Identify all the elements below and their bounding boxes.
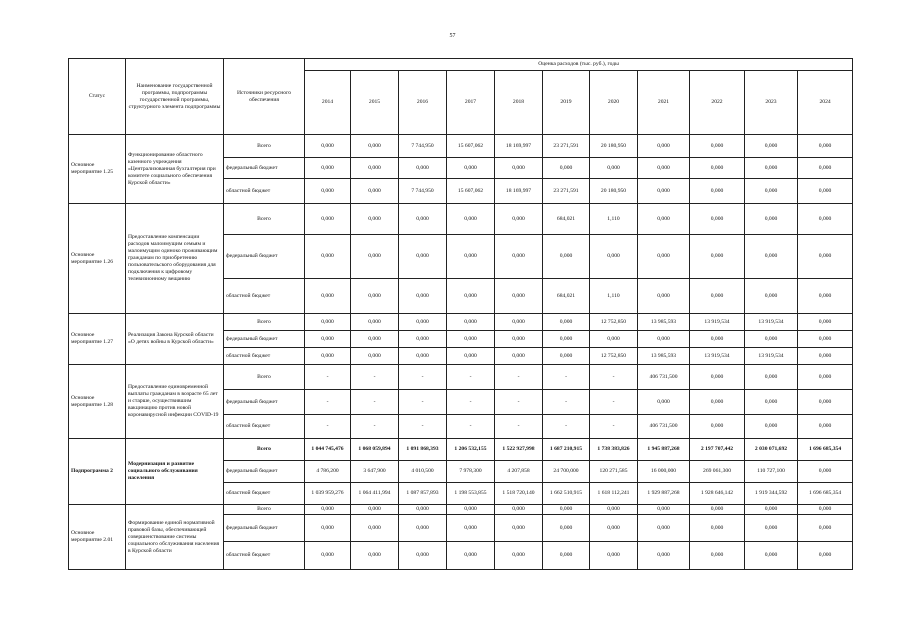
value-cell: 0,000 xyxy=(305,314,351,331)
value-cell: 0,000 xyxy=(798,542,853,570)
value-cell: 0,000 xyxy=(305,279,351,314)
value-cell: 0,000 xyxy=(305,204,351,235)
value-cell: 0,000 xyxy=(305,542,351,570)
value-cell: 0,000 xyxy=(543,235,590,279)
value-cell: 0,000 xyxy=(447,314,495,331)
value-cell: 0,000 xyxy=(638,135,690,158)
value-cell: 0,000 xyxy=(638,390,690,415)
value-cell: 7 744,950 xyxy=(399,135,447,158)
value-cell: 0,000 xyxy=(638,235,690,279)
value-cell: 0,000 xyxy=(745,204,798,235)
header-source: Источники ресурсного обеспечения xyxy=(224,59,305,135)
value-cell: 18 169,997 xyxy=(495,179,543,204)
value-cell: 0,000 xyxy=(690,515,745,542)
value-cell: 1,110 xyxy=(590,204,638,235)
source-cell: федеральный бюджет xyxy=(224,235,305,279)
value-cell: 0,000 xyxy=(447,204,495,235)
value-cell: 12 752,850 xyxy=(590,314,638,331)
source-cell: областной бюджет xyxy=(224,415,305,439)
value-cell: 20 180,950 xyxy=(590,135,638,158)
value-cell: 0,000 xyxy=(745,331,798,348)
value-cell: - xyxy=(399,390,447,415)
value-cell: 0,000 xyxy=(543,331,590,348)
value-cell: 0,000 xyxy=(351,204,399,235)
value-cell: 0,000 xyxy=(745,505,798,515)
value-cell: 0,000 xyxy=(745,279,798,314)
value-cell: - xyxy=(495,390,543,415)
value-cell: 0,000 xyxy=(495,505,543,515)
value-cell: 1 696 685,354 xyxy=(798,439,853,461)
status-cell: Основное мероприятие 1.28 xyxy=(69,365,126,439)
value-cell: 0,000 xyxy=(745,515,798,542)
value-cell: 0,000 xyxy=(798,415,853,439)
value-cell: 0,000 xyxy=(590,331,638,348)
value-cell: - xyxy=(447,390,495,415)
value-cell: 3 647,900 xyxy=(351,461,399,483)
value-cell: - xyxy=(495,365,543,390)
value-cell: 0,000 xyxy=(638,204,690,235)
value-cell: 0,000 xyxy=(399,348,447,365)
value-cell: 1 522 927,998 xyxy=(495,439,543,461)
value-cell: 0,000 xyxy=(447,331,495,348)
value-cell: 120 271,585 xyxy=(590,461,638,483)
table-row xyxy=(69,204,853,235)
value-cell: 0,000 xyxy=(495,348,543,365)
value-cell: 0,000 xyxy=(798,365,853,390)
value-cell: 15 607,062 xyxy=(447,135,495,158)
value-cell: 0,000 xyxy=(798,331,853,348)
value-cell: 0,000 xyxy=(543,314,590,331)
value-cell: 0,000 xyxy=(351,515,399,542)
value-cell: 0,000 xyxy=(399,515,447,542)
value-cell: 0,000 xyxy=(690,415,745,439)
value-cell: 0,000 xyxy=(543,505,590,515)
value-cell: 0,000 xyxy=(351,348,399,365)
value-cell: - xyxy=(399,415,447,439)
value-cell: 0,000 xyxy=(351,314,399,331)
source-cell: федеральный бюджет xyxy=(224,331,305,348)
value-cell: 1 618 112,241 xyxy=(590,483,638,505)
value-cell: 4 010,500 xyxy=(399,461,447,483)
value-cell: 1 087 857,893 xyxy=(399,483,447,505)
value-cell: 23 271,591 xyxy=(543,179,590,204)
value-cell: 0,000 xyxy=(745,415,798,439)
header-year: 2015 xyxy=(351,71,399,135)
value-cell: - xyxy=(543,415,590,439)
value-cell: 0,000 xyxy=(690,158,745,179)
status-cell: Подпрограмма 2 xyxy=(69,439,126,505)
value-cell: 0,000 xyxy=(745,135,798,158)
value-cell: - xyxy=(495,415,543,439)
value-cell: 1 518 720,140 xyxy=(495,483,543,505)
header-year: 2016 xyxy=(399,71,447,135)
value-cell: 0,000 xyxy=(399,314,447,331)
source-cell: федеральный бюджет xyxy=(224,515,305,542)
value-cell: - xyxy=(447,415,495,439)
value-cell: 12 752,850 xyxy=(590,348,638,365)
value-cell: 0,000 xyxy=(351,505,399,515)
value-cell: 0,000 xyxy=(399,204,447,235)
value-cell: 0,000 xyxy=(798,348,853,365)
value-cell: 0,000 xyxy=(351,235,399,279)
value-cell: - xyxy=(351,415,399,439)
value-cell: - xyxy=(305,415,351,439)
value-cell: 13 985,593 xyxy=(638,314,690,331)
name-cell: Предоставление единовременной выплаты гражданам в возрасте 65 лет и старше, осуществившим вакцинацию против новой коронавирусной инфекции COVID-19 xyxy=(126,365,224,439)
value-cell: 0,000 xyxy=(690,331,745,348)
value-cell: 4 786,200 xyxy=(305,461,351,483)
table-row xyxy=(69,439,853,461)
value-cell: 0,000 xyxy=(543,158,590,179)
value-cell: 16 000,000 xyxy=(638,461,690,483)
source-cell: областной бюджет xyxy=(224,542,305,570)
value-cell: 0,000 xyxy=(745,365,798,390)
value-cell: 0,000 xyxy=(798,461,853,483)
value-cell: - xyxy=(590,365,638,390)
value-cell: 20 180,950 xyxy=(590,179,638,204)
value-cell: 0,000 xyxy=(399,158,447,179)
page-number: 57 xyxy=(449,33,456,39)
value-cell: 1 206 532,155 xyxy=(447,439,495,461)
value-cell: 13 985,593 xyxy=(638,348,690,365)
value-cell: 0,000 xyxy=(495,204,543,235)
value-cell: 0,000 xyxy=(798,279,853,314)
value-cell: 0,000 xyxy=(745,158,798,179)
value-cell: 0,000 xyxy=(351,179,399,204)
header-year: 2020 xyxy=(590,71,638,135)
header-name: Наименование государственной программы, подпрограммы государственной программы, структурного элемента подпрограммы xyxy=(126,59,224,135)
value-cell: 406 731,500 xyxy=(638,365,690,390)
value-cell: 0,000 xyxy=(638,158,690,179)
value-cell: 0,000 xyxy=(351,135,399,158)
value-cell: 0,000 xyxy=(447,158,495,179)
value-cell: 0,000 xyxy=(399,331,447,348)
value-cell: 0,000 xyxy=(590,542,638,570)
source-cell: Всего xyxy=(224,204,305,235)
table-row xyxy=(69,314,853,331)
table-row xyxy=(69,135,853,158)
value-cell: 0,000 xyxy=(690,390,745,415)
header-status: Статус xyxy=(69,59,126,135)
value-cell: 110 727,100 xyxy=(745,461,798,483)
header-year: 2022 xyxy=(690,71,745,135)
value-cell: 1 064 411,994 xyxy=(351,483,399,505)
value-cell: 0,000 xyxy=(399,542,447,570)
value-cell: 13 919,534 xyxy=(745,348,798,365)
source-cell: федеральный бюджет xyxy=(224,390,305,415)
value-cell: 0,000 xyxy=(495,279,543,314)
value-cell: 0,000 xyxy=(798,158,853,179)
table-row xyxy=(69,505,853,515)
value-cell: 1 945 887,268 xyxy=(638,439,690,461)
value-cell: 684,021 xyxy=(543,279,590,314)
value-cell: 0,000 xyxy=(305,179,351,204)
value-cell: 1 696 685,354 xyxy=(798,483,853,505)
source-cell: областной бюджет xyxy=(224,483,305,505)
value-cell: 0,000 xyxy=(447,542,495,570)
value-cell: 0,000 xyxy=(590,158,638,179)
value-cell: 684,021 xyxy=(543,204,590,235)
source-cell: Всего xyxy=(224,314,305,331)
value-cell: 2 030 071,692 xyxy=(745,439,798,461)
value-cell: 0,000 xyxy=(638,542,690,570)
status-cell: Основное мероприятие 2.01 xyxy=(69,505,126,570)
value-cell: 269 061,300 xyxy=(690,461,745,483)
value-cell: 0,000 xyxy=(798,204,853,235)
value-cell: 0,000 xyxy=(305,348,351,365)
value-cell: 0,000 xyxy=(798,390,853,415)
value-cell: 0,000 xyxy=(638,505,690,515)
budget-table xyxy=(68,58,853,570)
value-cell: 0,000 xyxy=(447,235,495,279)
value-cell: 13 919,534 xyxy=(690,314,745,331)
value-cell: 0,000 xyxy=(798,179,853,204)
source-cell: областной бюджет xyxy=(224,279,305,314)
value-cell: 0,000 xyxy=(798,235,853,279)
source-cell: Всего xyxy=(224,135,305,158)
source-cell: Всего xyxy=(224,365,305,390)
value-cell: 0,000 xyxy=(690,204,745,235)
value-cell: 1,110 xyxy=(590,279,638,314)
value-cell: 1 687 210,915 xyxy=(543,439,590,461)
source-cell: федеральный бюджет xyxy=(224,461,305,483)
value-cell: 1 068 059,894 xyxy=(351,439,399,461)
value-cell: 0,000 xyxy=(690,505,745,515)
value-cell: 0,000 xyxy=(351,331,399,348)
name-cell: Модернизация и развитие социального обслуживания населения xyxy=(126,439,224,505)
value-cell: 0,000 xyxy=(305,515,351,542)
value-cell: 0,000 xyxy=(495,331,543,348)
value-cell: 0,000 xyxy=(745,235,798,279)
value-cell: 0,000 xyxy=(745,179,798,204)
value-cell: 15 607,062 xyxy=(447,179,495,204)
name-cell: Формирование единой нормативной правовой базы, обеспечивающей совершенствование системы социального обслуживания населения в Курской области xyxy=(126,505,224,570)
value-cell: 1 662 510,915 xyxy=(543,483,590,505)
status-cell: Основное мероприятие 1.27 xyxy=(69,314,126,365)
value-cell: 0,000 xyxy=(590,505,638,515)
header-year: 2024 xyxy=(798,71,853,135)
value-cell: - xyxy=(590,390,638,415)
header-year: 2014 xyxy=(305,71,351,135)
value-cell: - xyxy=(590,415,638,439)
value-cell: 0,000 xyxy=(638,279,690,314)
source-cell: федеральный бюджет xyxy=(224,158,305,179)
header-year: 2017 xyxy=(447,71,495,135)
value-cell: 0,000 xyxy=(798,515,853,542)
value-cell: 23 271,591 xyxy=(543,135,590,158)
value-cell: 7 978,300 xyxy=(447,461,495,483)
value-cell: 0,000 xyxy=(690,542,745,570)
value-cell: 0,000 xyxy=(305,135,351,158)
value-cell: 0,000 xyxy=(351,158,399,179)
value-cell: 0,000 xyxy=(745,390,798,415)
value-cell: 0,000 xyxy=(798,314,853,331)
value-cell: 1 919 344,592 xyxy=(745,483,798,505)
value-cell: 4 207,858 xyxy=(495,461,543,483)
source-cell: Всего xyxy=(224,439,305,461)
value-cell: 0,000 xyxy=(305,158,351,179)
value-cell: 0,000 xyxy=(447,348,495,365)
value-cell: 0,000 xyxy=(798,135,853,158)
value-cell: 0,000 xyxy=(690,279,745,314)
value-cell: 1 039 959,276 xyxy=(305,483,351,505)
value-cell: 0,000 xyxy=(590,235,638,279)
value-cell: 0,000 xyxy=(351,542,399,570)
value-cell: 0,000 xyxy=(690,365,745,390)
value-cell: 0,000 xyxy=(495,542,543,570)
value-cell: 1 928 646,142 xyxy=(690,483,745,505)
value-cell: - xyxy=(351,365,399,390)
value-cell: - xyxy=(351,390,399,415)
value-cell: 1 929 887,268 xyxy=(638,483,690,505)
header-estimate: Оценка расходов (тыс. руб.), годы xyxy=(305,59,853,71)
value-cell: 2 197 707,442 xyxy=(690,439,745,461)
value-cell: 0,000 xyxy=(399,235,447,279)
value-cell: 0,000 xyxy=(690,235,745,279)
value-cell: 0,000 xyxy=(543,542,590,570)
value-cell: 1 091 868,393 xyxy=(399,439,447,461)
header-year: 2023 xyxy=(745,71,798,135)
value-cell: 0,000 xyxy=(495,515,543,542)
value-cell: 0,000 xyxy=(351,279,399,314)
value-cell: 1 198 553,855 xyxy=(447,483,495,505)
value-cell: 0,000 xyxy=(447,505,495,515)
value-cell: 13 919,534 xyxy=(690,348,745,365)
value-cell: 0,000 xyxy=(399,505,447,515)
name-cell: Функционирование областного казенного учреждения «Централизованная бухгалтерия при комитете социального обеспечения Курской области» xyxy=(126,135,224,204)
value-cell: 0,000 xyxy=(590,515,638,542)
table-row xyxy=(69,365,853,390)
header-year: 2019 xyxy=(543,71,590,135)
value-cell: 0,000 xyxy=(543,348,590,365)
value-cell: - xyxy=(305,390,351,415)
value-cell: 0,000 xyxy=(495,158,543,179)
value-cell: 406 731,500 xyxy=(638,415,690,439)
value-cell: 0,000 xyxy=(798,505,853,515)
value-cell: 0,000 xyxy=(543,515,590,542)
source-cell: областной бюджет xyxy=(224,348,305,365)
value-cell: - xyxy=(543,390,590,415)
value-cell: 0,000 xyxy=(305,331,351,348)
header-year: 2021 xyxy=(638,71,690,135)
source-cell: областной бюджет xyxy=(224,179,305,204)
value-cell: 1 044 745,476 xyxy=(305,439,351,461)
value-cell: 24 700,000 xyxy=(543,461,590,483)
header-year: 2018 xyxy=(495,71,543,135)
value-cell: - xyxy=(543,365,590,390)
value-cell: 0,000 xyxy=(690,135,745,158)
value-cell: 0,000 xyxy=(399,279,447,314)
value-cell: 0,000 xyxy=(447,515,495,542)
value-cell: 0,000 xyxy=(305,235,351,279)
value-cell: - xyxy=(399,365,447,390)
value-cell: 1 738 383,826 xyxy=(590,439,638,461)
name-cell: Реализация Закона Курской области «О детях войны в Курской области» xyxy=(126,314,224,365)
name-cell: Предоставление компенсации расходов малоимущим семьям и малоимущим одиноко проживающим гражданам по приобретению пользовательского оборудования для подключения к цифровому телевизионному вещанию xyxy=(126,204,224,314)
value-cell: 0,000 xyxy=(638,179,690,204)
value-cell: 0,000 xyxy=(495,314,543,331)
value-cell: 0,000 xyxy=(495,235,543,279)
value-cell: 7 744,950 xyxy=(399,179,447,204)
value-cell: - xyxy=(305,365,351,390)
value-cell: 0,000 xyxy=(447,279,495,314)
value-cell: 18 169,997 xyxy=(495,135,543,158)
value-cell: - xyxy=(447,365,495,390)
status-cell: Основное мероприятие 1.25 xyxy=(69,135,126,204)
value-cell: 0,000 xyxy=(745,542,798,570)
value-cell: 0,000 xyxy=(638,515,690,542)
value-cell: 0,000 xyxy=(638,331,690,348)
status-cell: Основное мероприятие 1.26 xyxy=(69,204,126,314)
value-cell: 0,000 xyxy=(690,179,745,204)
value-cell: 0,000 xyxy=(305,505,351,515)
source-cell: Всего xyxy=(224,505,305,515)
value-cell: 13 919,534 xyxy=(745,314,798,331)
